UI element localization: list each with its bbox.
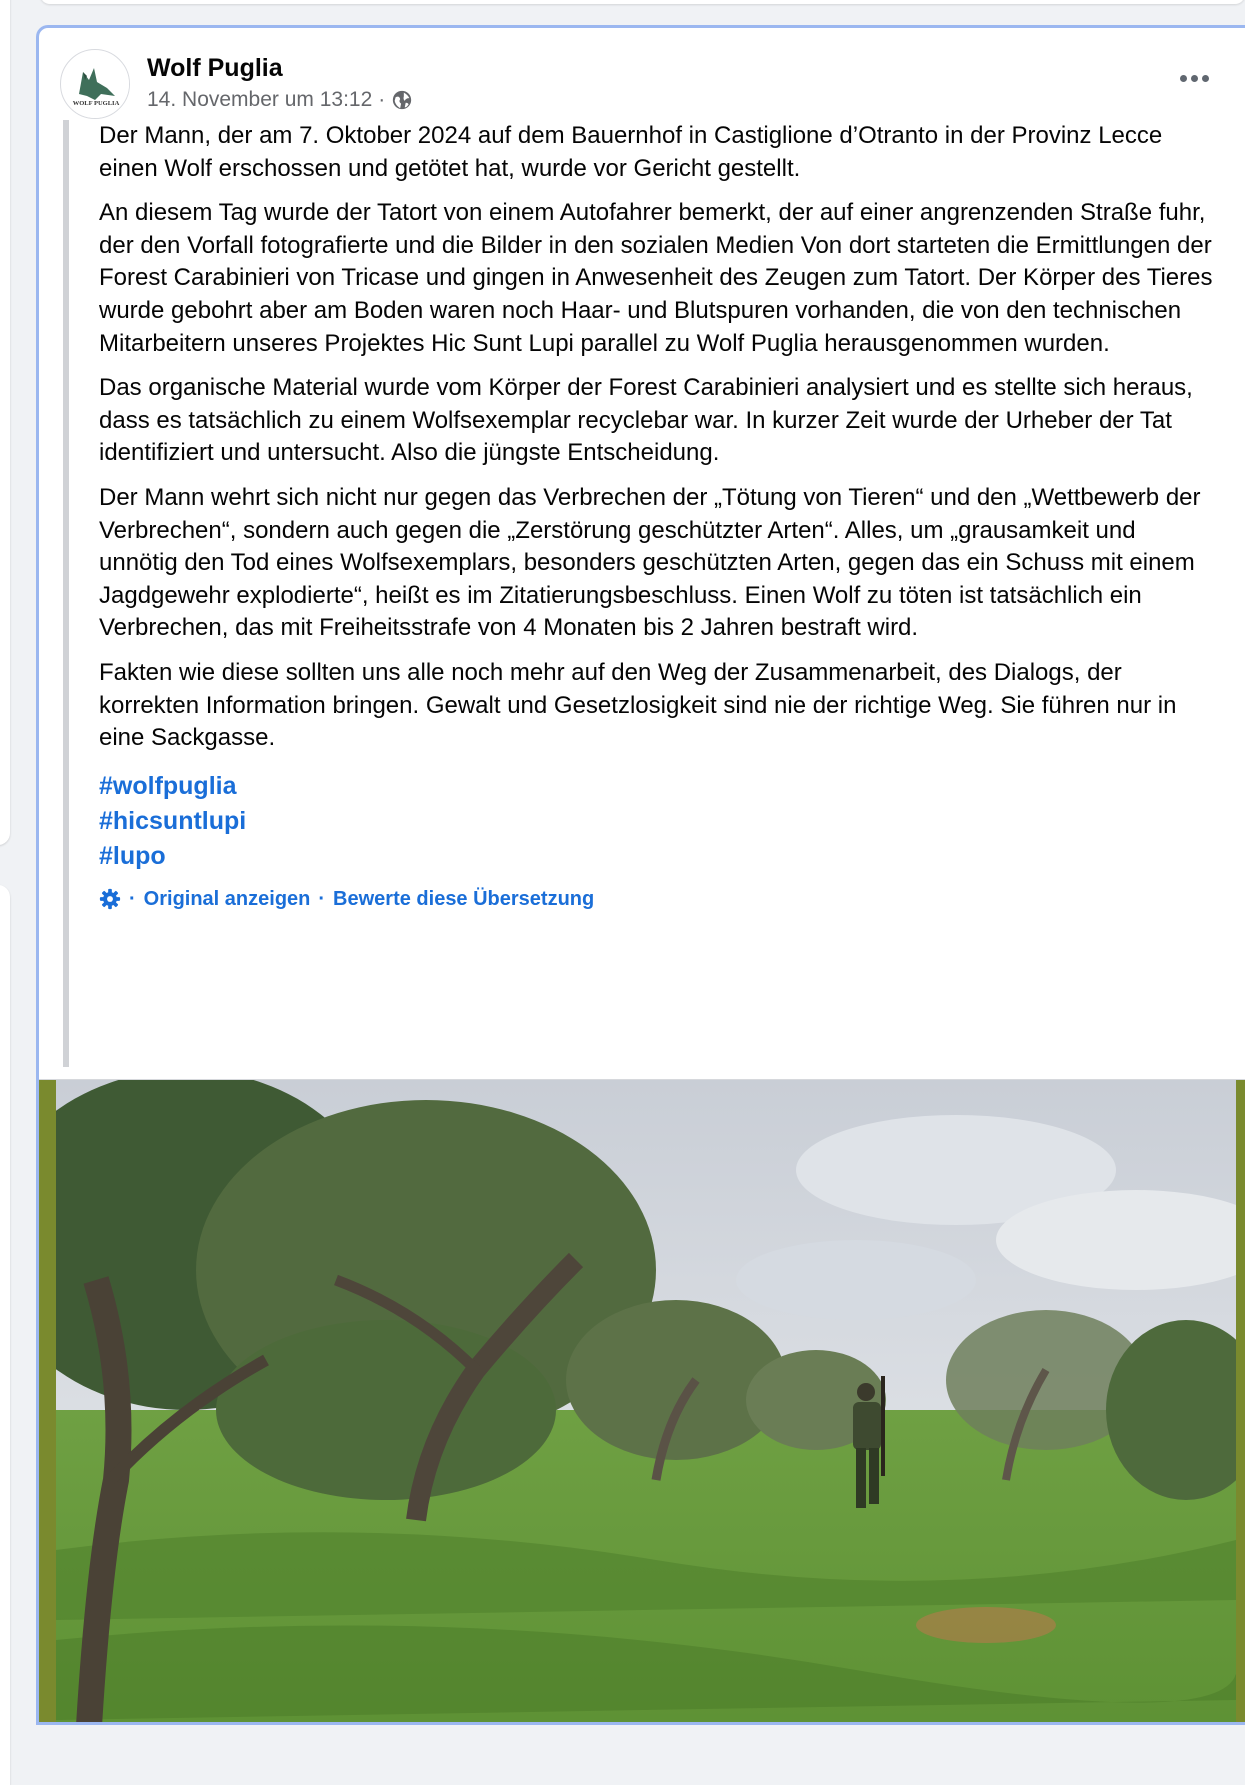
wolf-logo-icon	[61, 50, 130, 119]
translated-post-text	[63, 120, 1245, 1067]
hashtag-hicsuntlupi[interactable]: #hicsuntlupi	[99, 806, 247, 835]
avatar[interactable]	[60, 49, 130, 119]
photo-container	[39, 1079, 1245, 1725]
hashtag-wolfpuglia[interactable]: #wolfpuglia	[99, 771, 237, 800]
meta-separator: ·	[378, 88, 386, 111]
left-panel-edge-lower	[0, 885, 10, 1785]
post-paragraph-2: An diesem Tag wurde der Tatort von einem Autofahrer bemerkt, der auf einer angrenzenden Straße fuhr, der den Vorfall fotografierte und die Bilder in den sozialen Medien Von dort starteten die Ermittlungen der Forest Carabinieri von Tricase und gingen in Anwesenheit des Zeugen zum Tatort. Der Körper des Tieres wurde gebohrt aber am Boden waren noch Haar- und Blutspuren vorhanden, die von den technischen Mitarbeitern unseres Projektes Hic Sunt Lupi parallel zu Wolf Puglia herausgenommen wurden.	[99, 199, 1213, 357]
more-options-icon[interactable]	[1169, 58, 1219, 98]
photo-olive-grove	[56, 1080, 1236, 1725]
hashtag-list	[99, 769, 1218, 874]
author-name[interactable]: Wolf Puglia	[147, 54, 283, 82]
post-header	[39, 28, 1245, 118]
translation-separator: ·	[129, 887, 136, 910]
left-panel-edge	[0, 0, 10, 845]
post-paragraph-4: Der Mann wehrt sich nicht nur gegen das Verbrechen der „Tötung von Tieren“ und den „Wettbewerb der Verbrechen“, sondern auch gegen die „Zerstörung geschützter Arten“. Alles, um „grausamkeit und unnötig den Tod eines Wolfsexemplars, besonders geschützten Arten, gegen das ein Schuss mit einem Jagdgewehr explodierte“, heißt es im Zitatierungsbeschluss. Einen Wolf zu töten ist tatsächlich ein Verbrechen, das mit Freiheitsstrafe von 4 Monaten bis 2 Jahren bestraft wird.	[99, 483, 1201, 642]
more-dot	[1180, 75, 1187, 82]
more-dot	[1191, 75, 1198, 82]
post-paragraph-3: Das organische Material wurde vom Körper der Forest Carabinieri analysiert und es stellte sich heraus, dass es tatsächlich zu einem Wolfsexemplar recyclebar war. In kurzer Zeit wurde der Urheber der Tat identifiziert und untersucht. Also die jüngste Entscheidung.	[99, 374, 1193, 467]
rate-translation-link[interactable]: Bewerte diese Übersetzung	[333, 887, 595, 910]
post-photo[interactable]	[56, 1080, 1236, 1725]
post-date[interactable]: 14. November um 13:12	[147, 88, 373, 111]
more-dot	[1202, 75, 1209, 82]
globe-icon[interactable]	[391, 89, 413, 111]
hashtag-lupo[interactable]: #lupo	[99, 841, 166, 870]
translation-bar	[99, 888, 1218, 911]
previous-post-edge	[40, 0, 1245, 4]
gear-icon[interactable]	[99, 888, 121, 910]
post-card	[36, 25, 1245, 1725]
translation-separator: ·	[318, 887, 326, 910]
show-original-link[interactable]: Original anzeigen	[143, 887, 311, 910]
avatar-logo-text: WOLF PUGLIA	[72, 100, 120, 107]
post-paragraph-1: Der Mann, der am 7. Oktober 2024 auf dem Bauernhof in Castiglione d’Otranto in der Provinz Lecce einen Wolf erschossen und getötet hat, wurde vor Gericht gestellt.	[99, 122, 1163, 182]
post-meta	[147, 88, 413, 112]
post-paragraph-5: Fakten wie diese sollten uns alle noch mehr auf den Weg der Zusammenarbeit, des Dialogs, der korrekten Information bringen. Gewalt und Gesetzlosigkeit sind nie der richtige Weg. Sie führen nur in eine Sackgasse.	[99, 658, 1177, 752]
